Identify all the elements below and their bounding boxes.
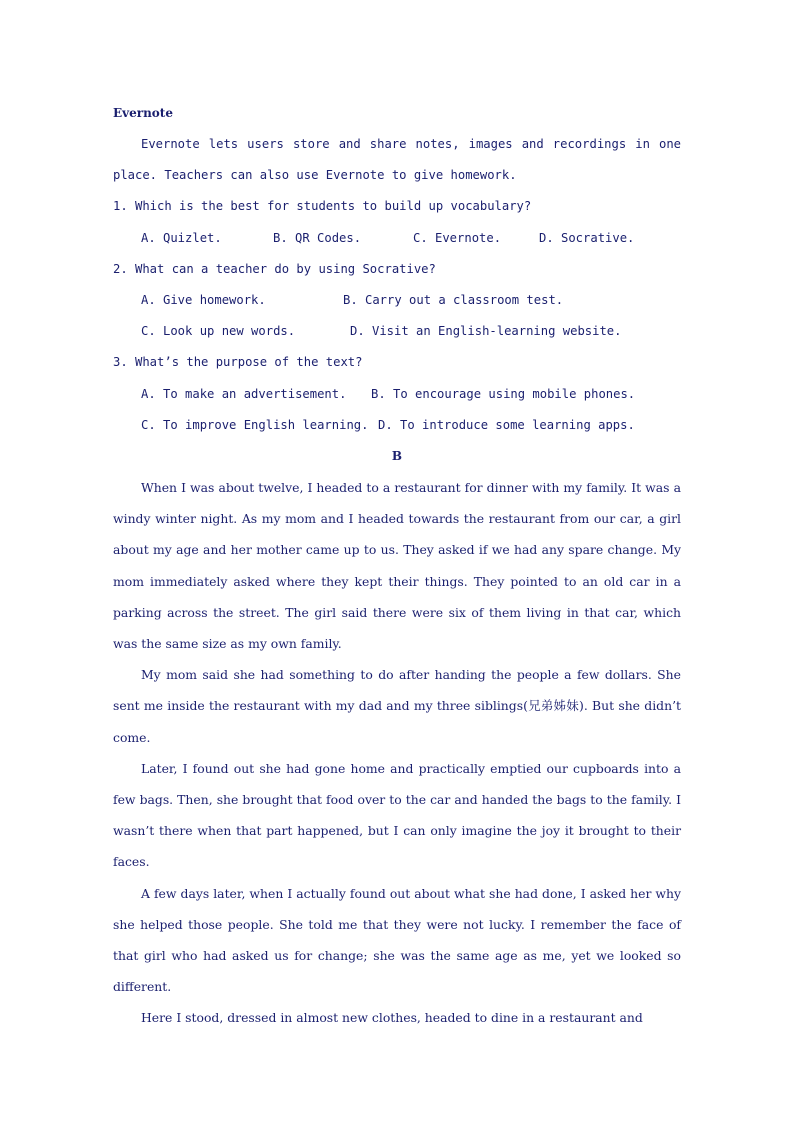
question-stem: 3. What’s the purpose of the text? bbox=[113, 355, 363, 370]
option-c: C. To improve English learning. bbox=[141, 417, 369, 432]
passage-paragraph: My mom said she had something to do after handing the people a few dollars. She sent me inside the restaurant with my dad and my three siblings(兄弟姊妹). But she didn’t come. bbox=[113, 667, 681, 745]
passage-paragraph: Here I stood, dressed in almost new clothes, headed to dine in a restaurant and bbox=[141, 1010, 643, 1026]
question-1 bbox=[113, 191, 681, 253]
options-row bbox=[113, 285, 681, 316]
option-d: D. Socrative. bbox=[539, 230, 635, 245]
option-b: B. Carry out a classroom test. bbox=[343, 293, 564, 308]
option-a: A. Quizlet. bbox=[141, 230, 222, 245]
options-row bbox=[113, 223, 681, 254]
option-b: B. To encourage using mobile phones. bbox=[371, 386, 636, 401]
question-3 bbox=[113, 347, 681, 441]
section-a-title: Evernote bbox=[113, 106, 173, 120]
question-2 bbox=[113, 254, 681, 348]
option-c: C. Look up new words. bbox=[141, 324, 296, 339]
section-b-label: B bbox=[391, 449, 403, 464]
option-a: A. To make an advertisement. bbox=[141, 386, 347, 401]
passage-paragraph: Later, I found out she had gone home and practically emptied our cupboards into a few bags. Then, she brought that food over to the car and handed the bags to the family. I wasn’t there when that part happened, but I can only imagine the joy it brought to their faces. bbox=[113, 760, 681, 870]
option-a: A. Give homework. bbox=[141, 293, 266, 308]
options-row bbox=[113, 410, 681, 441]
options-row bbox=[113, 379, 681, 410]
passage-paragraph: A few days later, when I actually found out about what she had done, I asked her why she helped those people. She told me that they were not lucky. I remember the face of that girl who had asked us for change; she was the same age as me, yet we looked so different. bbox=[113, 885, 681, 995]
option-d: D. Visit an English-learning website. bbox=[350, 324, 622, 339]
document-page bbox=[113, 98, 681, 1034]
option-b: B. QR Codes. bbox=[273, 230, 362, 245]
passage-paragraph: When I was about twelve, I headed to a restaurant for dinner with my family. It was a windy winter night. As my mom and I headed towards the restaurant from our car, a girl about my age and her mother came up to us. They asked if we had any spare change. My mom immediately asked where they kept their things. They pointed to an old car in a parking across the street. The girl said there were six of them living in that car, which was the same size as my own family. bbox=[113, 480, 681, 652]
option-c: C. Evernote. bbox=[413, 230, 502, 245]
section-a-body: Evernote lets users store and share notes, images and recordings in one place. Teachers can also use Evernote to give homework. bbox=[113, 137, 681, 183]
question-stem: 2. What can a teacher do by using Socrative? bbox=[113, 261, 436, 276]
option-d: D. To introduce some learning apps. bbox=[378, 417, 635, 432]
question-stem: 1. Which is the best for students to build up vocabulary? bbox=[113, 199, 532, 214]
options-row bbox=[113, 316, 681, 347]
